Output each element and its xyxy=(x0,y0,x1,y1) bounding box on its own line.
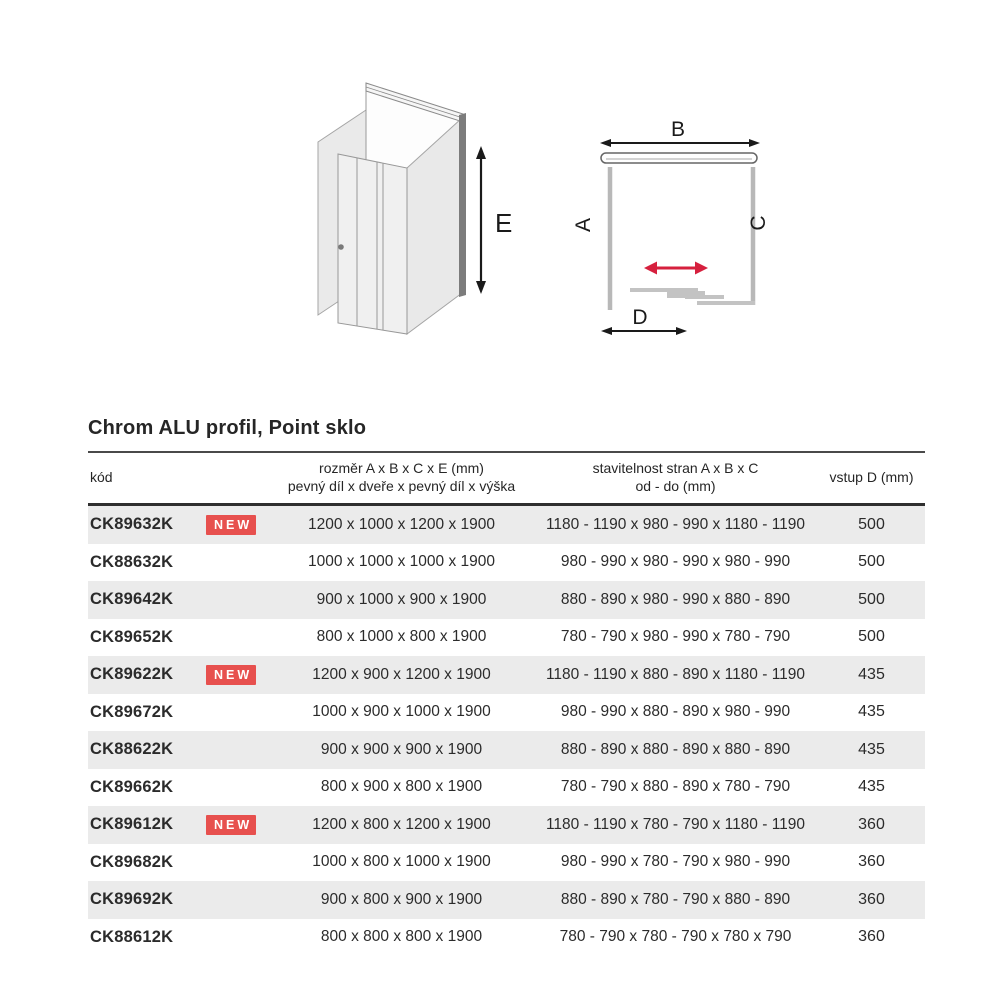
product-code: CK88612K xyxy=(90,927,174,946)
product-code: CK89632K xyxy=(90,515,174,534)
entry-value: 435 xyxy=(858,665,885,683)
product-code: CK89682K xyxy=(90,852,174,871)
size-value: 800 x 800 x 800 x 1900 xyxy=(320,928,483,946)
product-code: CK89642K xyxy=(90,590,174,609)
product-code: CK89672K xyxy=(90,702,174,721)
slide-direction-arrow xyxy=(644,262,708,275)
product-code: CK88622K xyxy=(90,740,174,759)
table-row xyxy=(88,694,925,732)
table-row xyxy=(88,619,925,657)
top-rail-plan xyxy=(601,153,757,163)
adjustability-value: 980 - 990 x 880 - 890 x 980 - 990 xyxy=(560,703,791,721)
product-code: CK89652K xyxy=(90,627,174,646)
table-row xyxy=(88,731,925,769)
size-value: 900 x 1000 x 900 x 1900 xyxy=(316,590,487,608)
size-value: 1000 x 800 x 1000 x 1900 xyxy=(312,853,491,871)
entry-value: 360 xyxy=(858,853,885,871)
adjustability-value: 1180 - 1190 x 880 - 890 x 1180 - 1190 xyxy=(545,665,806,683)
entry-value: 360 xyxy=(858,890,885,908)
sliding-door-panel xyxy=(338,154,407,334)
table-header-row xyxy=(88,453,925,506)
product-code: CK89622K xyxy=(90,665,174,684)
col-header-entry: vstup D (mm) xyxy=(829,468,914,485)
size-value: 1000 x 1000 x 1000 x 1900 xyxy=(307,553,495,571)
adjustability-value: 880 - 890 x 880 - 890 x 880 - 890 xyxy=(560,740,791,758)
col-header-adjustability xyxy=(533,460,818,495)
page-title: Chrom ALU profil, Point sklo xyxy=(88,417,367,439)
size-value: 1200 x 900 x 1200 x 1900 xyxy=(312,665,491,683)
adjustability-value: 780 - 790 x 780 - 790 x 780 x 790 xyxy=(559,928,792,946)
table-row xyxy=(88,544,925,582)
product-code: CK89612K xyxy=(90,815,174,834)
adjustability-value: 1180 - 1190 x 980 - 990 x 1180 - 1190 xyxy=(545,515,806,533)
corner-profile-bar xyxy=(459,113,466,297)
adjustability-value: 880 - 890 x 980 - 990 x 880 - 890 xyxy=(560,590,791,608)
size-value: 1200 x 800 x 1200 x 1900 xyxy=(312,815,491,833)
entry-value: 360 xyxy=(858,928,885,946)
dimension-label-d: D xyxy=(632,306,648,329)
spec-table xyxy=(88,451,925,956)
spec-section xyxy=(88,417,925,956)
col-header-adjustability-line2: od - do (mm) xyxy=(635,477,716,494)
col-header-adjustability-line1: stavitelnost stran A x B x C xyxy=(592,460,759,476)
table-row xyxy=(88,656,925,694)
product-code: CK89692K xyxy=(90,890,174,909)
table-row xyxy=(88,769,925,807)
table-row xyxy=(88,506,925,544)
table-row xyxy=(88,919,925,957)
new-badge: NEW xyxy=(206,515,256,536)
shower-enclosure-top-view-diagram xyxy=(572,98,802,348)
adjustability-value: 780 - 790 x 880 - 890 x 780 - 790 xyxy=(560,778,791,796)
adjustability-value: 980 - 990 x 780 - 790 x 980 - 990 xyxy=(560,853,791,871)
col-header-size-line2: pevný díl x dveře x pevný díl x výška xyxy=(287,477,516,494)
adjustability-value: 780 - 790 x 980 - 990 x 780 - 790 xyxy=(560,628,791,646)
table-row xyxy=(88,806,925,844)
entry-value: 435 xyxy=(858,778,885,796)
table-row xyxy=(88,581,925,619)
shower-enclosure-3d-diagram xyxy=(290,60,530,355)
size-value: 900 x 800 x 900 x 1900 xyxy=(320,890,483,908)
door-handle-dot xyxy=(338,244,344,250)
table-row xyxy=(88,844,925,882)
product-code: CK89662K xyxy=(90,777,174,796)
adjustability-value: 980 - 990 x 980 - 990 x 980 - 990 xyxy=(560,553,791,571)
size-value: 900 x 900 x 900 x 1900 xyxy=(320,740,483,758)
entry-value: 500 xyxy=(858,590,885,608)
table-row xyxy=(88,881,925,919)
size-value: 800 x 900 x 800 x 1900 xyxy=(320,778,483,796)
size-value: 1000 x 900 x 1000 x 1900 xyxy=(312,703,491,721)
new-badge: NEW xyxy=(206,815,256,836)
adjustability-value: 880 - 890 x 780 - 790 x 880 - 890 xyxy=(560,890,791,908)
height-arrow-e xyxy=(476,146,486,294)
product-code: CK88632K xyxy=(90,552,174,571)
col-header-size xyxy=(270,460,533,495)
col-header-size-line1: rozměr A x B x C x E (mm) xyxy=(319,460,484,476)
new-badge: NEW xyxy=(206,665,256,686)
entry-value: 500 xyxy=(858,553,885,571)
dimension-label-e: E xyxy=(495,208,513,238)
entry-value: 435 xyxy=(858,703,885,721)
adjustability-value: 1180 - 1190 x 780 - 790 x 1180 - 1190 xyxy=(545,815,806,833)
entry-value: 360 xyxy=(858,815,885,833)
dimension-label-c: C xyxy=(747,215,770,231)
dimension-label-b: B xyxy=(670,118,686,141)
entry-value: 500 xyxy=(858,515,885,533)
col-header-code: kód xyxy=(90,468,113,485)
size-value: 800 x 1000 x 800 x 1900 xyxy=(316,628,487,646)
size-value: 1200 x 1000 x 1200 x 1900 xyxy=(307,515,495,533)
entry-value: 500 xyxy=(858,628,885,646)
sliding-door-segments xyxy=(630,288,755,305)
dimension-label-a: A xyxy=(572,217,595,233)
entry-value: 435 xyxy=(858,740,885,758)
